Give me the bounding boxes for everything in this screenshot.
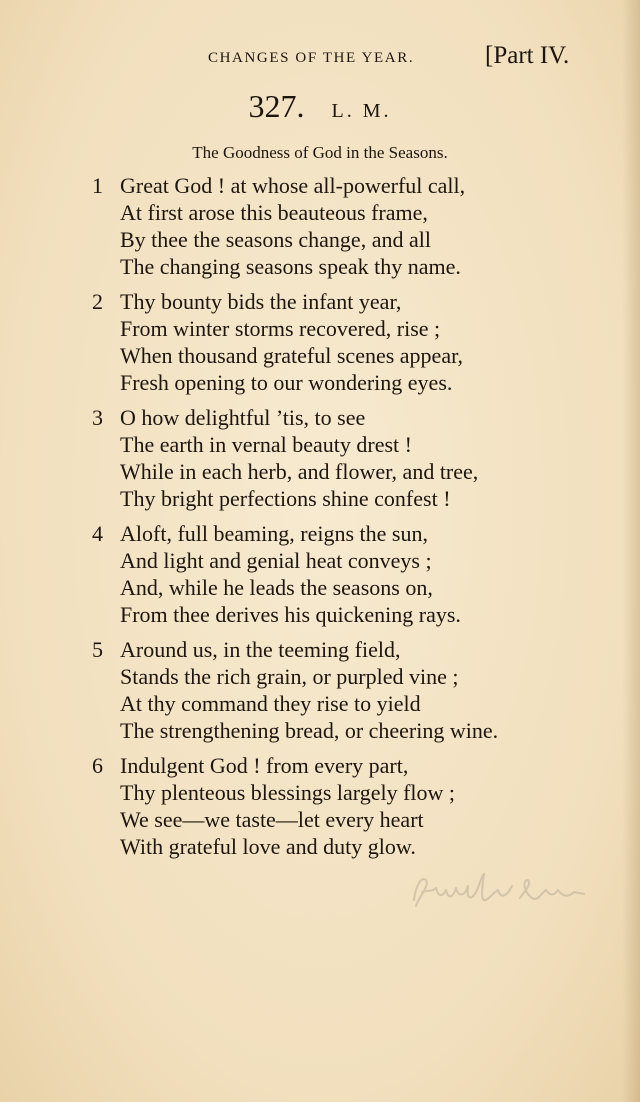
running-head: CHANGES OF THE YEAR. bbox=[208, 50, 415, 66]
verse-line: We see—we taste—let every heart bbox=[120, 807, 424, 832]
verse-number: 1 bbox=[92, 173, 103, 198]
verse-line: Indulgent God ! from every part, bbox=[120, 753, 409, 778]
verse-line: Thy plenteous blessings largely flow ; bbox=[120, 780, 456, 805]
verse-number: 2 bbox=[92, 289, 103, 314]
verse-4 bbox=[0, 520, 640, 636]
verse-line: Thy bright perfections shine confest ! bbox=[120, 486, 451, 511]
hymn-meter: L. M. bbox=[331, 100, 392, 122]
verse-list bbox=[0, 172, 640, 868]
verse-line: O how delightful ’tis, to see bbox=[120, 405, 366, 430]
verse-line: While in each herb, and flower, and tree, bbox=[120, 459, 479, 484]
verse-5 bbox=[0, 636, 640, 752]
verse-line: Great God ! at whose all-powerful call, bbox=[120, 173, 466, 198]
verse-6 bbox=[0, 752, 640, 868]
verse-line: When thousand grateful scenes appear, bbox=[120, 343, 464, 368]
part-label: [Part IV. bbox=[485, 42, 570, 69]
verse-number: 3 bbox=[92, 405, 103, 430]
verse-line: Stands the rich grain, or purpled vine ; bbox=[120, 664, 459, 689]
verse-line: At thy command they rise to yield bbox=[120, 691, 421, 716]
verse-line: Around us, in the teeming field, bbox=[120, 637, 401, 662]
hymn-heading bbox=[0, 88, 640, 125]
verse-1 bbox=[0, 172, 640, 288]
verse-line: From winter storms recovered, rise ; bbox=[120, 316, 441, 341]
verse-line: And light and genial heat conveys ; bbox=[120, 548, 432, 573]
verse-line: At first arose this beauteous frame, bbox=[120, 200, 428, 225]
verse-3 bbox=[0, 404, 640, 520]
verse-line: The changing seasons speak thy name. bbox=[120, 254, 461, 279]
verse-line: And, while he leads the seasons on, bbox=[120, 575, 433, 600]
hymn-number: 327. bbox=[248, 88, 305, 124]
verse-number: 6 bbox=[92, 753, 103, 778]
hymn-title: The Goodness of God in the Seasons. bbox=[192, 143, 448, 162]
verse-line: Aloft, full beaming, reigns the sun, bbox=[120, 521, 428, 546]
verse-2 bbox=[0, 288, 640, 404]
verse-line: The strengthening bread, or cheering wine. bbox=[120, 718, 499, 743]
handwritten-signature bbox=[408, 862, 598, 922]
verse-line: Thy bounty bids the infant year, bbox=[120, 289, 402, 314]
verse-number: 4 bbox=[92, 521, 103, 546]
page-header bbox=[0, 42, 640, 82]
verse-number: 5 bbox=[92, 637, 103, 662]
verse-line: From thee derives his quickening rays. bbox=[120, 602, 461, 627]
verse-line: By thee the seasons change, and all bbox=[120, 227, 431, 252]
verse-line: Fresh opening to our wondering eyes. bbox=[120, 370, 453, 395]
verse-line: The earth in vernal beauty drest ! bbox=[120, 432, 412, 457]
verse-line: With grateful love and duty glow. bbox=[120, 834, 416, 859]
